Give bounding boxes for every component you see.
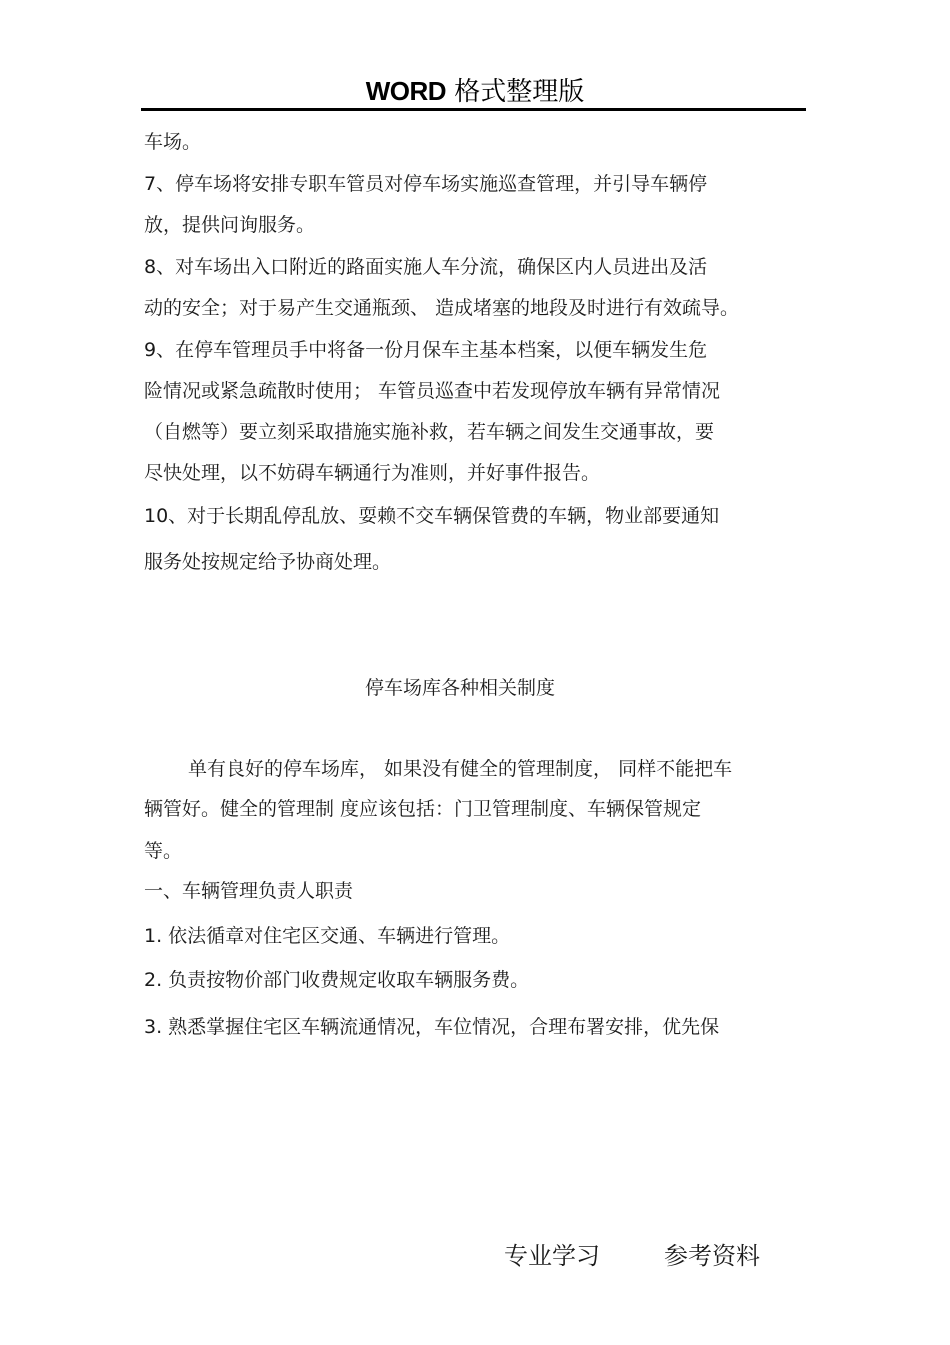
section-title: 停车场库各种相关制度 xyxy=(364,677,555,699)
text-line: 8、对车场出入口附近的路面实施人车分流，确保区内人员进出及活 xyxy=(144,256,708,278)
intro-line: 辆管好。健全的管理制 度应该包括：门卫管理制度、车辆保管规定 xyxy=(144,798,702,820)
footer-label-right: 参考资料 xyxy=(664,1242,760,1270)
document-header-title xyxy=(0,74,950,109)
list-item: 2. 负责按物价部门收费规定收取车辆服务费。 xyxy=(144,969,530,991)
header-title-prefix: WORD xyxy=(365,76,447,106)
header-divider xyxy=(141,108,806,111)
subheading: 一、车辆管理负责人职责 xyxy=(144,880,354,902)
footer-label-left: 专业学习 xyxy=(504,1242,600,1270)
text-line: 车场。 xyxy=(144,131,202,153)
text-line: 服务处按规定给予协商处理。 xyxy=(144,551,392,573)
text-line: 9、在停车管理员手中将备一份月保车主基本档案，以便车辆发生危 xyxy=(144,339,708,361)
text-line: 动的安全；对于易产生交通瓶颈、 造成堵塞的地段及时进行有效疏导。 xyxy=(144,297,740,319)
text-line: （自燃等）要立刻采取措施实施补救，若车辆之间发生交通事故，要 xyxy=(144,421,715,443)
text-line: 险情况或紧急疏散时使用； 车管员巡查中若发现停放车辆有异常情况 xyxy=(144,380,721,402)
text-line: 7、停车场将安排专职车管员对停车场实施巡查管理，并引导车辆停 xyxy=(144,173,708,195)
intro-line: 等。 xyxy=(144,840,183,862)
list-item: 1. 依法循章对住宅区交通、车辆进行管理。 xyxy=(144,925,511,947)
text-line: 10、对于长期乱停乱放、耍赖不交车辆保管费的车辆，物业部要通知 xyxy=(144,505,720,527)
header-title-suffix: 格式整理版 xyxy=(454,77,585,107)
text-line: 放，提供问询服务。 xyxy=(144,214,316,236)
text-line: 尽快处理，以不妨碍车辆通行为准则，并好事件报告。 xyxy=(144,462,601,484)
list-item: 3. 熟悉掌握住宅区车辆流通情况，车位情况，合理布署安排，优先保 xyxy=(144,1016,720,1038)
intro-line: 单有良好的停车场库， 如果没有健全的管理制度， 同样不能把车 xyxy=(188,758,733,780)
